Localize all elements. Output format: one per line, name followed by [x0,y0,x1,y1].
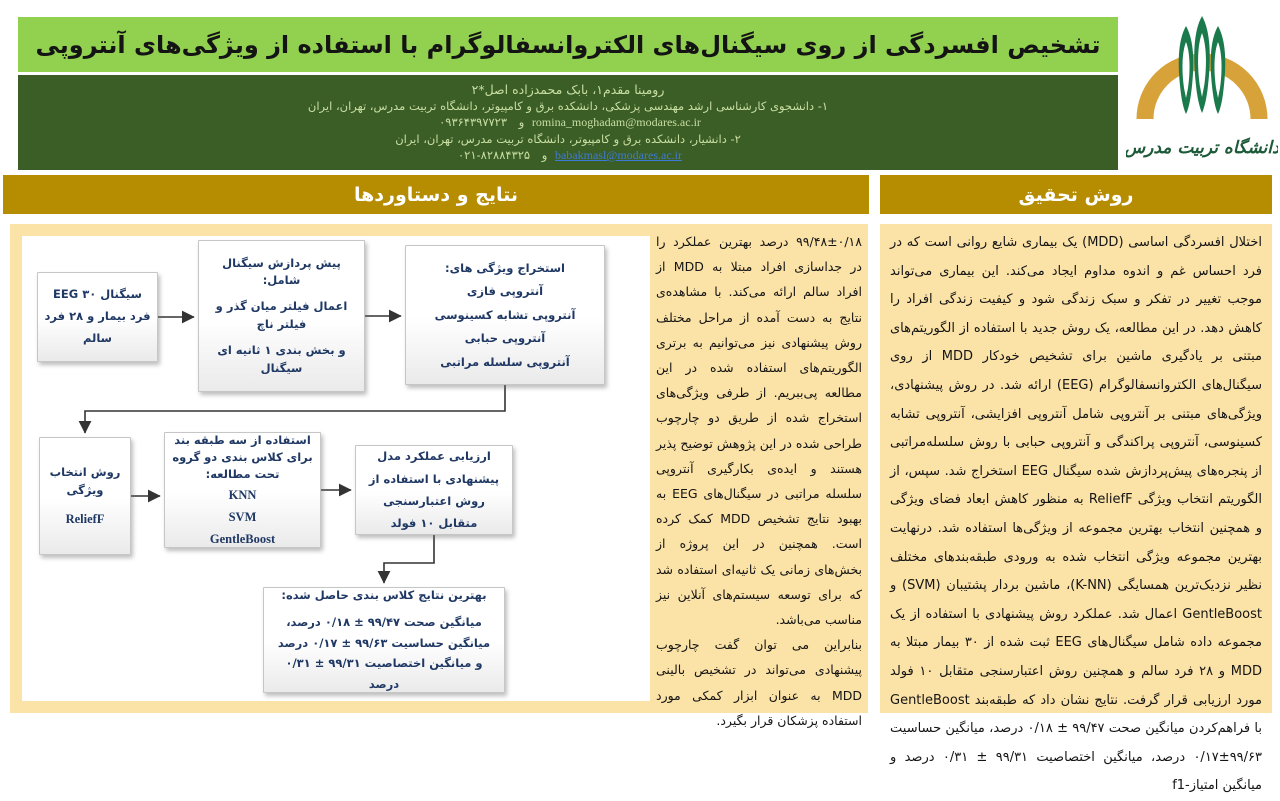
conjunction-text: و [541,148,548,162]
results-section-header-bar [3,175,869,214]
author2-phone: ۰۲۱-۸۲۸۸۴۳۲۵ [458,148,531,162]
method-panel [880,224,1272,794]
flow-box-evaluation [355,445,513,535]
flow-box-text: آنتروپی تشابه کسینوسی [434,307,576,322]
flow-box-text: GentleBoost [209,531,276,546]
method-section-header-bar [880,175,1272,214]
logo-wordmark: دانشگاه تربیت مدرس [1126,138,1278,158]
university-logo-graphic [1126,2,1278,172]
flow-box-text: استخراج ویژگی های: [445,261,565,276]
results-header: نتایج و دستاوردها [353,183,519,206]
flow-box-text: بهترین نتایج کلاس بندی حاصل شده: [281,588,487,603]
flow-box-text: ReliefF [65,512,105,527]
flow-box-text: سیگنال EEG ۳۰ فرد بیمار و ۲۸ فرد سالم [44,287,151,345]
flow-box-preprocessing [198,240,365,392]
flow-box-text: آنتروپی حبابی [464,331,546,346]
university-logo [1126,2,1278,172]
method-body-text: اختلال افسردگی اساسی (MDD) یک بیماری شایع روانی است که در فرد احساس غم و اندوه مداوم ایجاد می‌کند. این بیماری می‌تواند موجب تغییر در تفکر و سبک زندگی شود و کیفیت زندگی افراد را کاهش دهد. در این مطالعه، یک روش جدید با استفاده از الگوریتم‌های مبتنی بر یادگیری ماشین برای تشخیص خودکار MDD از روی سیگنال‌های الکتروانسفالوگرام (EEG) ارائه شد. در روش پیشنهادی، ویژگی‌های مبتنی بر آنتروپی شامل آنتروپی افزایشی، آنتروپی تشابه کسینوسی، آنتروپی پراکندگی و آنتروپی حبابی با روش سلسله‌مراتبی از پنجره‌های پیش‌پردازش شده سیگنال EEG استخراج شد. سپس، از الگوریتم انتخاب ویژگی ReliefF به منظور کاهش ابعاد فضای ویژگی و همچنین انتخاب بهترین مجموعه از ویژگی‌ها استفاده شد. درنهایت بهترین مجموعه ویژگی انتخاب شده به ورودی طبقه‌بندهای مختلف نظیر نزدیک‌ترین همسایگی (K-NN)، ماشین بردار پشتیبان (SVM) و GentleBoost اعمال شد. عملکرد روش پیشنهادی با استفاده از یک مجموعه داده شامل سیگنال‌های EEG ثبت شده از ۳۰ بیمار مبتلا به MDD و ۲۸ فرد سالم و همچنین روش اعتبارسنجی متقابل ۱۰ فولد مورد ارزیابی قرار گرفت. نتایج نشان داد که طبقه‌بند GentleBoost با فراهم‌کردن میانگین صحت ۹۹/۴۷ ± ۰/۱۸ درصد، میانگین حساسیت ۹۹/۶۳±۰/۱۷ درصد، میانگین اختصاصیت ۹۹/۳۱ ± ۰/۳۱ درصد و میانگین امتیاز-f1 [890,235,1263,794]
flow-box-feature-selection [39,437,131,555]
results-panel [10,224,868,728]
flow-box-feature-extraction [405,245,605,385]
author2-affiliation: ۲- دانشیار، دانشکده برق و کامپیوتر، دانشگاه تربیت مدرس، تهران، ایران [395,132,741,146]
conjunction-text: و [518,115,525,129]
flow-box-text: KNN [228,488,257,503]
poster-title: تشخیص افسردگی از روی سیگنال‌های الکتروانسفالوگرام با استفاده از ویژگی‌های آنتروپی [35,30,1101,59]
flow-box-text: میانگین صحت ۹۹/۴۷ ± ۰/۱۸ درصد، میانگین حساسیت ۹۹/۶۳ ± ۰/۱۷ درصد و میانگین اختصاصیت ۹۹/۳۱ ± ۰/۳۱ درصد [277,614,491,692]
flow-box-text: ارزیابی عملکرد مدل پیشنهادی با استفاده از روش اعتبارسنجی متقابل ۱۰ فولد [368,449,500,531]
flow-box-text: آنتروپی سلسله مراتبی [440,354,570,369]
method-header: روش تحقیق [1018,183,1134,206]
flow-box-classifiers [164,432,321,548]
author1-affiliation: ۱- دانشجوی کارشناسی ارشد مهندسی پزشکی، دانشکده برق و کامپیوتر، دانشگاه تربیت مدرس، تهران، ایران [307,99,829,113]
flow-box-text: و بخش بندی ۱ ثانیه ای سیگنال [217,342,346,375]
results-paragraph-1: ۹۹/۴۸±۰/۱۸ درصد بهترین عملکرد را در جداسازی افراد مبتلا به MDD از افراد سالم ارائه می‌کند. با مشاهده‌ی نتایج به دست آمده از مراحل مختلف روش پیشنهادی نیز می‌توانیم به برتری الگوریتم‌های استفاده شده در این مطالعه پی‌ببریم. از طرفی ویژگی‌های استخراج شده از طریق دو چارچوب طراحی شده در این پژوهش توضیح پذیر هستند و ایده‌ی بکارگیری آنتروپی سلسله مراتبی در سیگنال‌های EEG به بهبود نتایج تشخیص MDD کمک کرده است. همچنین در این پروژه از بخش‌های زمانی یک ثانیه‌ای استفاده شد که برای توسعه سیستم‌های آنلاین نیز مناسب می‌باشد. [656,234,862,628]
flow-box-input-signals [37,272,158,362]
results-paragraph-2: بنابراین می توان گفت چارچوب پیشنهادی می‌تواند در تشخیص بالینی MDD به عنوان ابزار کمکی مورد استفاده پزشکان قرار بگیرد. [656,637,862,728]
poster-title-band [18,17,1118,72]
flowchart-canvas [22,236,650,701]
author1-email: romina_moghadam@modares.ac.ir [531,115,701,129]
arrow-evaluation-to-results [384,535,434,583]
arrow-features-to-relieff [85,385,505,433]
flow-box-text: روش انتخاب ویژگی [49,464,121,497]
author2-contact [454,148,682,163]
author2-email-link[interactable]: babakmasl@modares.ac.ir [554,148,682,162]
flow-box-text: اعمال فیلتر میان گذر و فیلتر ناچ [215,299,348,331]
author1-contact [435,115,701,130]
authors-band [18,75,1118,170]
flow-box-text: آنتروپی فازی [466,284,544,299]
flow-box-text: پیش پردازش سیگنال شامل: [222,255,341,288]
author1-phone: ۰۹۳۶۴۳۹۷۷۲۳ [439,115,508,129]
flow-box-text: استفاده از سه طبقه بند برای کلاس بندی دو گروه تحت مطالعه: [172,432,313,481]
results-discussion-text [656,229,862,728]
flow-box-text: SVM [228,510,257,524]
author-names: رومینا مقدم۱، بابک محمدزاده اصل*۲ [471,82,665,97]
flow-box-best-results [263,587,505,693]
